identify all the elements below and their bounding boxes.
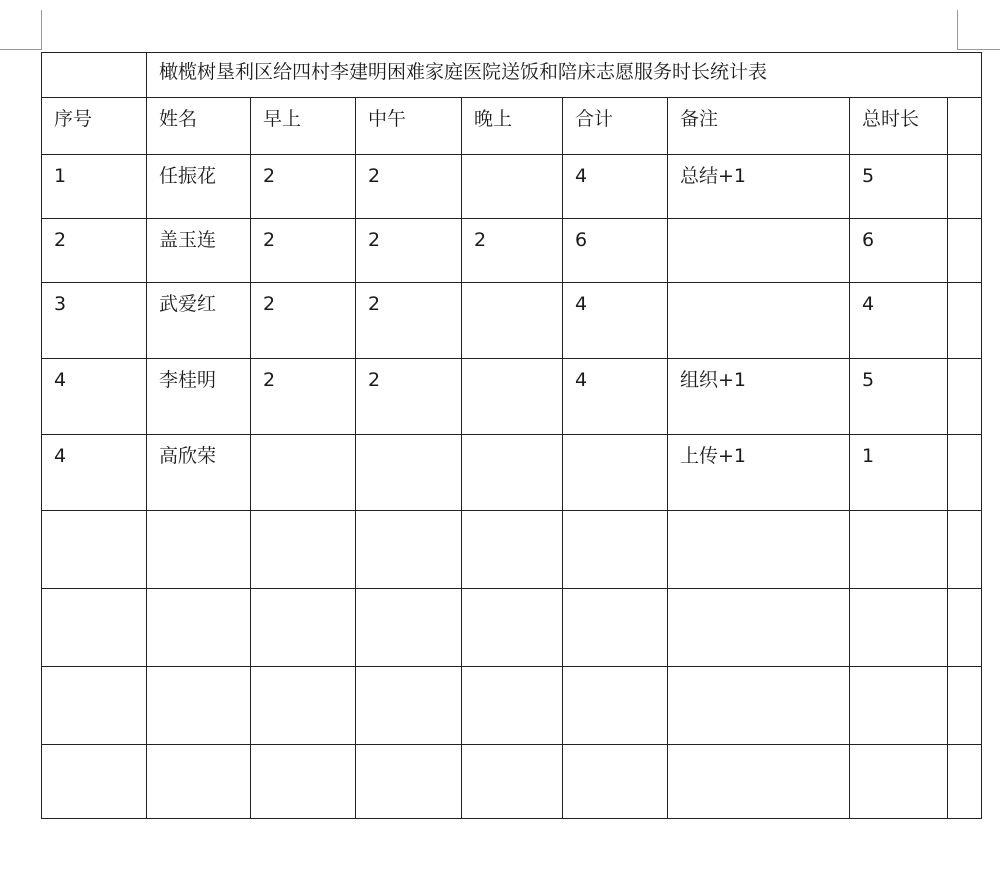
table-cell bbox=[42, 53, 147, 98]
table-cell bbox=[356, 745, 462, 819]
table-cell bbox=[462, 283, 563, 359]
table-cell: 5 bbox=[850, 155, 948, 219]
table-cell: 2 bbox=[251, 359, 356, 435]
table-cell: 2 bbox=[42, 219, 147, 283]
table-cell: 3 bbox=[42, 283, 147, 359]
table-cell bbox=[948, 283, 982, 359]
table-cell bbox=[668, 667, 850, 745]
table-cell bbox=[356, 589, 462, 667]
table-cell bbox=[850, 745, 948, 819]
table-cell bbox=[668, 219, 850, 283]
empty-table-row bbox=[42, 667, 982, 745]
table-cell bbox=[462, 589, 563, 667]
table-cell bbox=[850, 511, 948, 589]
table-cell bbox=[563, 589, 668, 667]
page-margin-guide bbox=[957, 49, 1000, 50]
table-row bbox=[42, 155, 982, 219]
table-cell: 2 bbox=[356, 155, 462, 219]
table-cell: 4 bbox=[42, 359, 147, 435]
table-cell bbox=[251, 667, 356, 745]
volunteer-hours-table bbox=[41, 52, 982, 819]
table-cell: 2 bbox=[356, 219, 462, 283]
table-cell: 任振花 bbox=[147, 155, 251, 219]
table-cell bbox=[147, 511, 251, 589]
table-cell: 武爱红 bbox=[147, 283, 251, 359]
table-cell: 5 bbox=[850, 359, 948, 435]
table-cell: 4 bbox=[563, 155, 668, 219]
table-cell bbox=[462, 745, 563, 819]
table-cell bbox=[147, 667, 251, 745]
table-cell bbox=[42, 667, 147, 745]
table-cell: 2 bbox=[356, 283, 462, 359]
table-cell: 1 bbox=[850, 435, 948, 511]
header-extra bbox=[948, 98, 982, 155]
header-remark: 备注 bbox=[668, 98, 850, 155]
header-evening: 晚上 bbox=[462, 98, 563, 155]
table-cell: 总结+1 bbox=[668, 155, 850, 219]
table-cell: 李桂明 bbox=[147, 359, 251, 435]
table-cell bbox=[668, 589, 850, 667]
table-cell: 2 bbox=[251, 283, 356, 359]
table-cell bbox=[850, 589, 948, 667]
table-cell bbox=[147, 745, 251, 819]
table-cell bbox=[42, 745, 147, 819]
table-cell bbox=[356, 435, 462, 511]
table-cell: 盖玉连 bbox=[147, 219, 251, 283]
table-cell: 2 bbox=[356, 359, 462, 435]
table-cell bbox=[462, 435, 563, 511]
table-cell bbox=[948, 745, 982, 819]
header-total-hours: 总时长 bbox=[850, 98, 948, 155]
table-cell: 2 bbox=[251, 155, 356, 219]
table-cell bbox=[668, 745, 850, 819]
table-cell bbox=[462, 667, 563, 745]
empty-table-row bbox=[42, 589, 982, 667]
table-cell: 4 bbox=[850, 283, 948, 359]
table-row bbox=[42, 359, 982, 435]
title-row bbox=[42, 53, 982, 98]
table-cell: 上传+1 bbox=[668, 435, 850, 511]
table-cell bbox=[668, 283, 850, 359]
table-cell: 6 bbox=[850, 219, 948, 283]
table-cell bbox=[251, 435, 356, 511]
table-cell: 2 bbox=[462, 219, 563, 283]
page-margin-guide bbox=[41, 10, 42, 50]
table-title: 橄榄树垦利区给四村李建明困难家庭医院送饭和陪床志愿服务时长统计表 bbox=[147, 53, 982, 98]
table-cell bbox=[948, 359, 982, 435]
table-cell bbox=[462, 511, 563, 589]
table-cell: 1 bbox=[42, 155, 147, 219]
table-cell bbox=[356, 667, 462, 745]
header-morning: 早上 bbox=[251, 98, 356, 155]
table-cell bbox=[948, 511, 982, 589]
table-cell: 组织+1 bbox=[668, 359, 850, 435]
page-margin-guide bbox=[0, 49, 42, 50]
page-margin-guide bbox=[957, 10, 958, 50]
table-cell: 4 bbox=[42, 435, 147, 511]
table-row bbox=[42, 435, 982, 511]
table-cell bbox=[668, 511, 850, 589]
table-cell bbox=[251, 745, 356, 819]
table-row bbox=[42, 219, 982, 283]
header-noon: 中午 bbox=[356, 98, 462, 155]
empty-table-row bbox=[42, 511, 982, 589]
table-cell bbox=[563, 667, 668, 745]
table-cell bbox=[251, 589, 356, 667]
table-cell bbox=[356, 511, 462, 589]
table-cell bbox=[948, 155, 982, 219]
table-cell: 4 bbox=[563, 283, 668, 359]
table-cell bbox=[850, 667, 948, 745]
header-name: 姓名 bbox=[147, 98, 251, 155]
table-cell: 4 bbox=[563, 359, 668, 435]
table-cell bbox=[462, 155, 563, 219]
table-cell: 6 bbox=[563, 219, 668, 283]
table-cell bbox=[462, 359, 563, 435]
table-cell bbox=[948, 219, 982, 283]
table-cell bbox=[147, 589, 251, 667]
table-cell bbox=[948, 435, 982, 511]
table-cell bbox=[42, 589, 147, 667]
table-row bbox=[42, 283, 982, 359]
table-cell bbox=[563, 511, 668, 589]
table-cell bbox=[251, 511, 356, 589]
table-cell bbox=[563, 745, 668, 819]
table-cell bbox=[42, 511, 147, 589]
table-cell bbox=[948, 589, 982, 667]
header-subtotal: 合计 bbox=[563, 98, 668, 155]
table-cell: 高欣荣 bbox=[147, 435, 251, 511]
empty-table-row bbox=[42, 745, 982, 819]
header-seq: 序号 bbox=[42, 98, 147, 155]
table-cell bbox=[948, 667, 982, 745]
table-cell bbox=[563, 435, 668, 511]
header-row bbox=[42, 98, 982, 155]
table-cell: 2 bbox=[251, 219, 356, 283]
